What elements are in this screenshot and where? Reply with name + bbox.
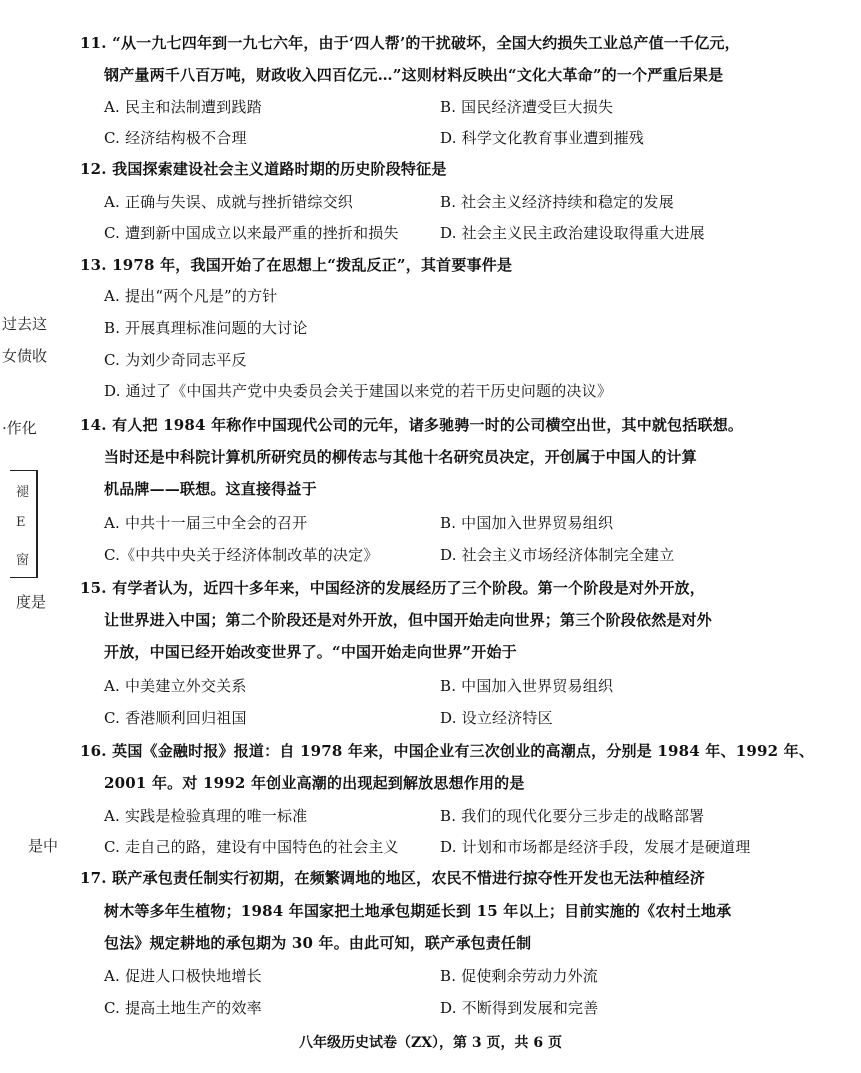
question-17-option-d[interactable]: D. 不断得到发展和完善 [440, 999, 599, 1017]
question-15-option-d[interactable]: D. 设立经济特区 [440, 709, 553, 727]
question-12-option-d[interactable]: D. 社会主义民主政治建设取得重大进展 [440, 224, 705, 242]
question-15-stem-line-1: 15. 有学者认为，近四十多年来，中国经济的发展经历了三个阶段。第一个阶段是对外开放， [80, 579, 705, 597]
question-15-stem-line-2: 让世界进入中国；第二个阶段还是对外开放，但中国开始走向世界；第三个阶段依然是对外 [104, 611, 713, 629]
margin-fragment: 度是 [16, 593, 47, 611]
question-11-option-d[interactable]: D. 科学文化教育事业遭到摧残 [440, 129, 645, 147]
bracket-glyph: 窗 [16, 553, 30, 568]
question-11-stem-line-2: 钢产量两千八百万吨，财政收入四百亿元…”这则材料反映出“文化大革命”的一个严重后果是 [104, 66, 724, 84]
question-12-option-b[interactable]: B. 社会主义经济持续和稳定的发展 [440, 193, 674, 211]
question-12-option-c[interactable]: C. 遭到新中国成立以来最严重的挫折和损失 [104, 224, 399, 242]
question-16-stem-line-2: 2001 年。对 1992 年创业高潮的出现起到解放思想作用的是 [104, 774, 525, 792]
question-11-option-a[interactable]: A. 民主和法制遭到践踏 [104, 98, 262, 116]
question-16-option-a[interactable]: A. 实践是检验真理的唯一标准 [104, 807, 308, 825]
question-17-stem-line-3: 包法》规定耕地的承包期为 30 年。由此可知，联产承包责任制 [104, 934, 532, 952]
question-15-stem-line-3: 开放，中国已经开始改变世界了。“中国开始走向世界”开始于 [104, 643, 517, 661]
question-15-option-c[interactable]: C. 香港顺利回归祖国 [104, 709, 247, 727]
question-14-option-a[interactable]: A. 中共十一届三中全会的召开 [104, 514, 308, 532]
question-14-option-c[interactable]: C.《中共中央关于经济体制改革的决定》 [104, 546, 379, 564]
question-17-option-b[interactable]: B. 促使剩余劳动力外流 [440, 967, 598, 985]
question-11-option-b[interactable]: B. 国民经济遭受巨大损失 [440, 98, 614, 116]
question-17-stem-line-1: 17. 联产承包责任制实行初期，在频繁调地的地区，农民不惜进行掠夺性开发也无法种植经济 [80, 869, 705, 887]
question-14-option-d[interactable]: D. 社会主义市场经济体制完全建立 [440, 546, 675, 564]
question-11-option-c[interactable]: C. 经济结构极不合理 [104, 129, 247, 147]
bracket-glyph: E [16, 515, 26, 530]
question-15-option-b[interactable]: B. 中国加入世界贸易组织 [440, 677, 614, 695]
page-footer: 八年级历史试卷（ZX），第 3 页，共 6 页 [298, 1035, 563, 1051]
question-13-option-b[interactable]: B. 开展真理标准问题的大讨论 [104, 319, 308, 337]
question-14-stem-line-3: 机品牌——联想。这直接得益于 [104, 480, 317, 498]
question-12-option-a[interactable]: A. 正确与失误、成就与挫折错综交织 [104, 193, 353, 211]
question-11-stem-line-1: 11. “从一九七四年到一九七六年，由于‘四人帮’的干扰破坏，全国大约损失工业总产值一千亿元， [80, 34, 740, 52]
margin-fragment: 女债收 [2, 347, 48, 365]
question-16-option-c[interactable]: C. 走自己的路，建设有中国特色的社会主义 [104, 838, 399, 856]
question-17-stem-line-2: 树木等多年生植物；1984 年国家把土地承包期延长到 15 年以上；目前实施的《农村土地承 [104, 902, 732, 920]
margin-fragment: 过去这 [2, 315, 48, 333]
question-14-stem-line-1: 14. 有人把 1984 年称作中国现代公司的元年，诸多驰骋一时的公司横空出世，其中就包括联想。 [80, 416, 744, 434]
bracket-glyph: 褪 [16, 485, 30, 500]
question-13-option-a[interactable]: A. 提出“两个凡是”的方针 [104, 287, 278, 305]
question-16-stem-line-1: 16. 英国《金融时报》报道：自 1978 年来，中国企业有三次创业的高潮点，分别是 1984 年、1992 年、 [80, 742, 815, 760]
question-14-stem-line-2: 当时还是中科院计算机所研究员的柳传志与其他十名研究员决定，开创属于中国人的计算 [104, 448, 697, 466]
question-13-option-c[interactable]: C. 为刘少奇同志平反 [104, 351, 247, 369]
question-17-option-a[interactable]: A. 促进人口极快地增长 [104, 967, 262, 985]
question-12-stem-line-1: 12. 我国探索建设社会主义道路时期的历史阶段特征是 [80, 160, 447, 178]
margin-bracket [10, 470, 38, 578]
question-13-stem-line-1: 13. 1978 年，我国开始了在思想上“拨乱反正”，其首要事件是 [80, 256, 513, 274]
question-16-option-d[interactable]: D. 计划和市场都是经济手段，发展才是硬道理 [440, 838, 751, 856]
question-13-option-d[interactable]: D. 通过了《中国共产党中央委员会关于建国以来党的若干历史问题的决议》 [104, 382, 613, 400]
margin-fragment: ·作化 [2, 419, 37, 437]
question-15-option-a[interactable]: A. 中美建立外交关系 [104, 677, 247, 695]
question-16-option-b[interactable]: B. 我们的现代化要分三步走的战略部署 [440, 807, 705, 825]
question-17-option-c[interactable]: C. 提高土地生产的效率 [104, 999, 262, 1017]
question-14-option-b[interactable]: B. 中国加入世界贸易组织 [440, 514, 614, 532]
margin-fragment: 是中 [28, 837, 59, 855]
